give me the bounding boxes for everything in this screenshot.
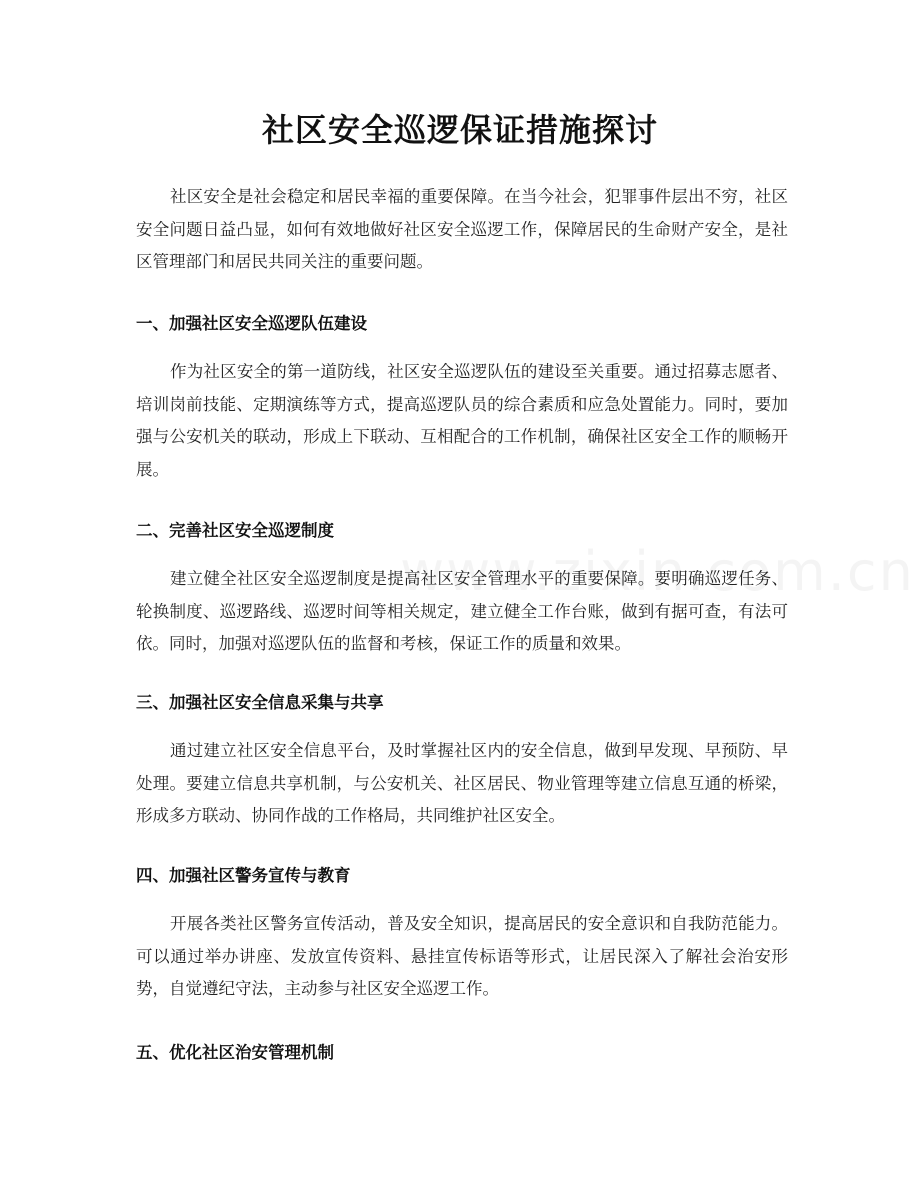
section-body-2: 建立健全社区安全巡逻制度是提高社区安全管理水平的重要保障。要明确巡逻任务、轮换制度、巡逻路线、巡逻时间等相关规定，建立健全工作台账，做到有据可查，有法可依。同时，加强对巡逻队伍的监督和考核，保证工作的质量和效果。 (136, 569, 788, 653)
section-heading-1: 一、加强社区安全巡逻队伍建设 (136, 314, 367, 333)
section-heading-4: 四、加强社区警务宣传与教育 (136, 866, 351, 885)
document-title: 社区安全巡逻保证措施探讨 (261, 111, 658, 149)
section-heading-3: 三、加强社区安全信息采集与共享 (136, 693, 384, 712)
section-body-3: 通过建立社区安全信息平台，及时掌握社区内的安全信息，做到早发现、早预防、早处理。要建立信息共享机制，与公安机关、社区居民、物业管理等建立信息互通的桥梁，形成多方联动、协同作战的工作格局，共同维护社区安全。 (136, 741, 788, 825)
section-body-4: 开展各类社区警务宣传活动，普及安全知识，提高居民的安全意识和自我防范能力。可以通过举办讲座、发放宣传资料、悬挂宣传标语等形式，让居民深入了解社会治安形势，自觉遵纪守法，主动参与社区安全巡逻工作。 (136, 914, 788, 998)
intro-paragraph: 社区安全是社会稳定和居民幸福的重要保障。在当今社会，犯罪事件层出不穷，社区安全问题日益凸显，如何有效地做好社区安全巡逻工作，保障居民的生命财产安全，是社区管理部门和居民共同关注的重要问题。 (136, 187, 788, 271)
section-heading-5: 五、优化社区治安管理机制 (136, 1043, 334, 1062)
section-body-1: 作为社区安全的第一道防线，社区安全巡逻队伍的建设至关重要。通过招募志愿者、培训岗前技能、定期演练等方式，提高巡逻队员的综合素质和应急处置能力。同时，要加强与公安机关的联动，形成上下联动、互相配合的工作机制，确保社区安全工作的顺畅开展。 (136, 362, 788, 479)
section-heading-2: 二、完善社区安全巡逻制度 (136, 521, 334, 540)
